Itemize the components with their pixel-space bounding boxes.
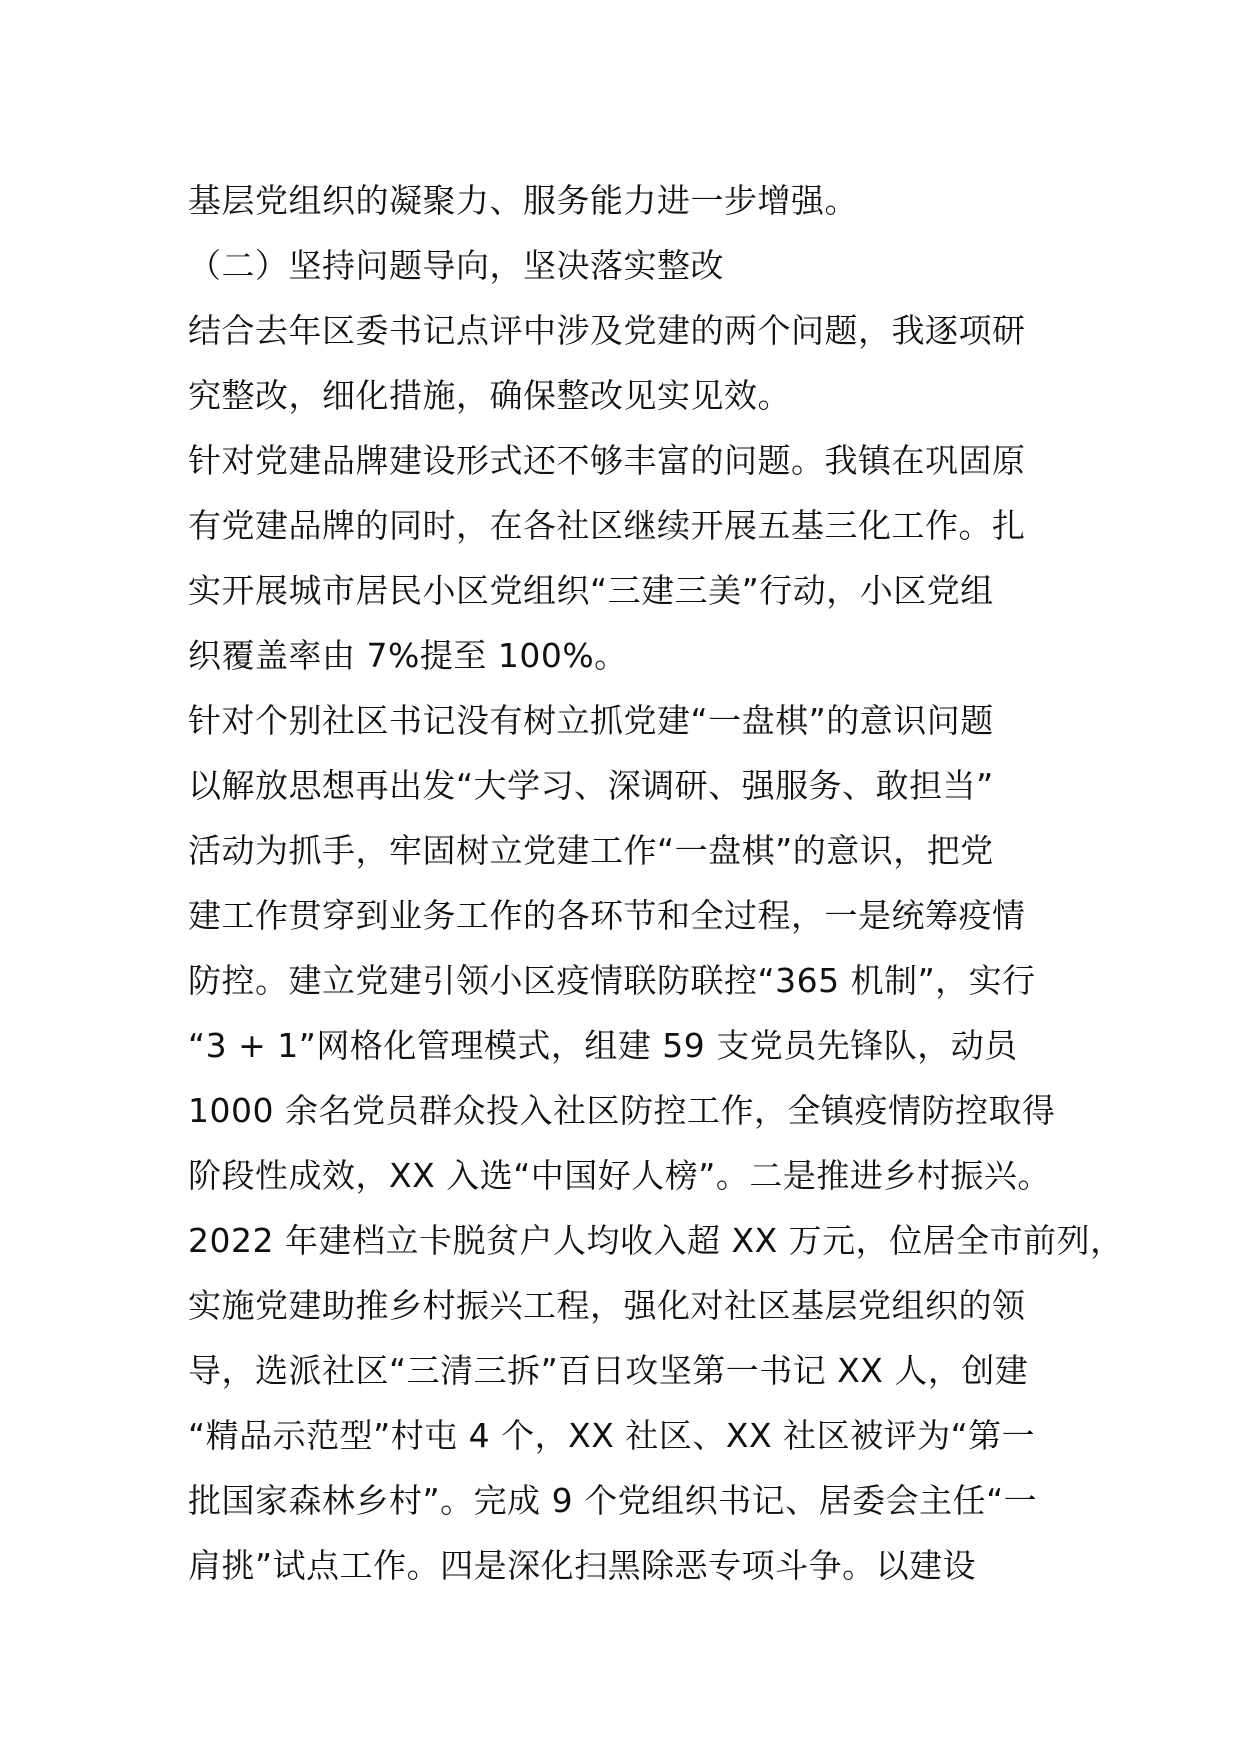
text-line: 阶段性成效，XX 入选“中国好人榜”。二是推进乡村振兴。 xyxy=(188,1156,1051,1195)
text-line: 2022 年建档立卡脱贫户人均收入超 XX 万元，位居全市前列， xyxy=(188,1221,1124,1260)
text-line: 实开展城市居民小区党组织“三建三美”行动，小区党组 xyxy=(188,571,994,610)
text-line: 防控。建立党建引领小区疫情联防联控“365 机制”，实行 xyxy=(188,961,1036,1000)
text-line: 建工作贯穿到业务工作的各环节和全过程，一是统筹疫情 xyxy=(188,896,1026,935)
text-line: 肩挑”试点工作。四是深化扫黑除恶专项斗争。以建设 xyxy=(188,1546,977,1585)
document-body xyxy=(188,168,1124,1598)
text-line: 有党建品牌的同时，在各社区继续开展五基三化工作。扎 xyxy=(188,506,1026,545)
text-line: 究整改，细化措施，确保整改见实见效。 xyxy=(188,376,791,415)
section-heading: （二）坚持问题导向，坚决落实整改 xyxy=(188,246,724,285)
text-line: 基层党组织的凝聚力、服务能力进一步增强。 xyxy=(188,181,858,220)
text-line: 结合去年区委书记点评中涉及党建的两个问题，我逐项研 xyxy=(188,311,1026,350)
text-line: 活动为抓手，牢固树立党建工作“一盘棋”的意识，把党 xyxy=(188,831,994,870)
text-line: 批国家森林乡村”。完成 9 个党组织书记、居委会主任“一 xyxy=(188,1481,1038,1520)
text-line: 织覆盖率由 7%提至 100%。 xyxy=(188,636,628,675)
text-line: “3 + 1”网格化管理模式，组建 59 支党员先锋队，动员 xyxy=(188,1026,1018,1065)
text-line: 导，选派社区“三清三拆”百日攻坚第一书记 XX 人，创建 xyxy=(188,1351,1029,1390)
text-line: 1000 余名党员群众投入社区防控工作，全镇疫情防控取得 xyxy=(188,1091,1056,1130)
text-line: 针对个别社区书记没有树立抓党建“一盘棋”的意识问题 xyxy=(188,701,994,740)
text-line: 以解放思想再出发“大学习、深调研、强服务、敢担当” xyxy=(188,766,994,805)
text-line: 针对党建品牌建设形式还不够丰富的问题。我镇在巩固原 xyxy=(188,441,1026,480)
text-line: 实施党建助推乡村振兴工程，强化对社区基层党组织的领 xyxy=(188,1286,1026,1325)
text-line: “精品示范型”村屯 4 个，XX 社区、XX 社区被评为“第一 xyxy=(188,1416,1036,1455)
